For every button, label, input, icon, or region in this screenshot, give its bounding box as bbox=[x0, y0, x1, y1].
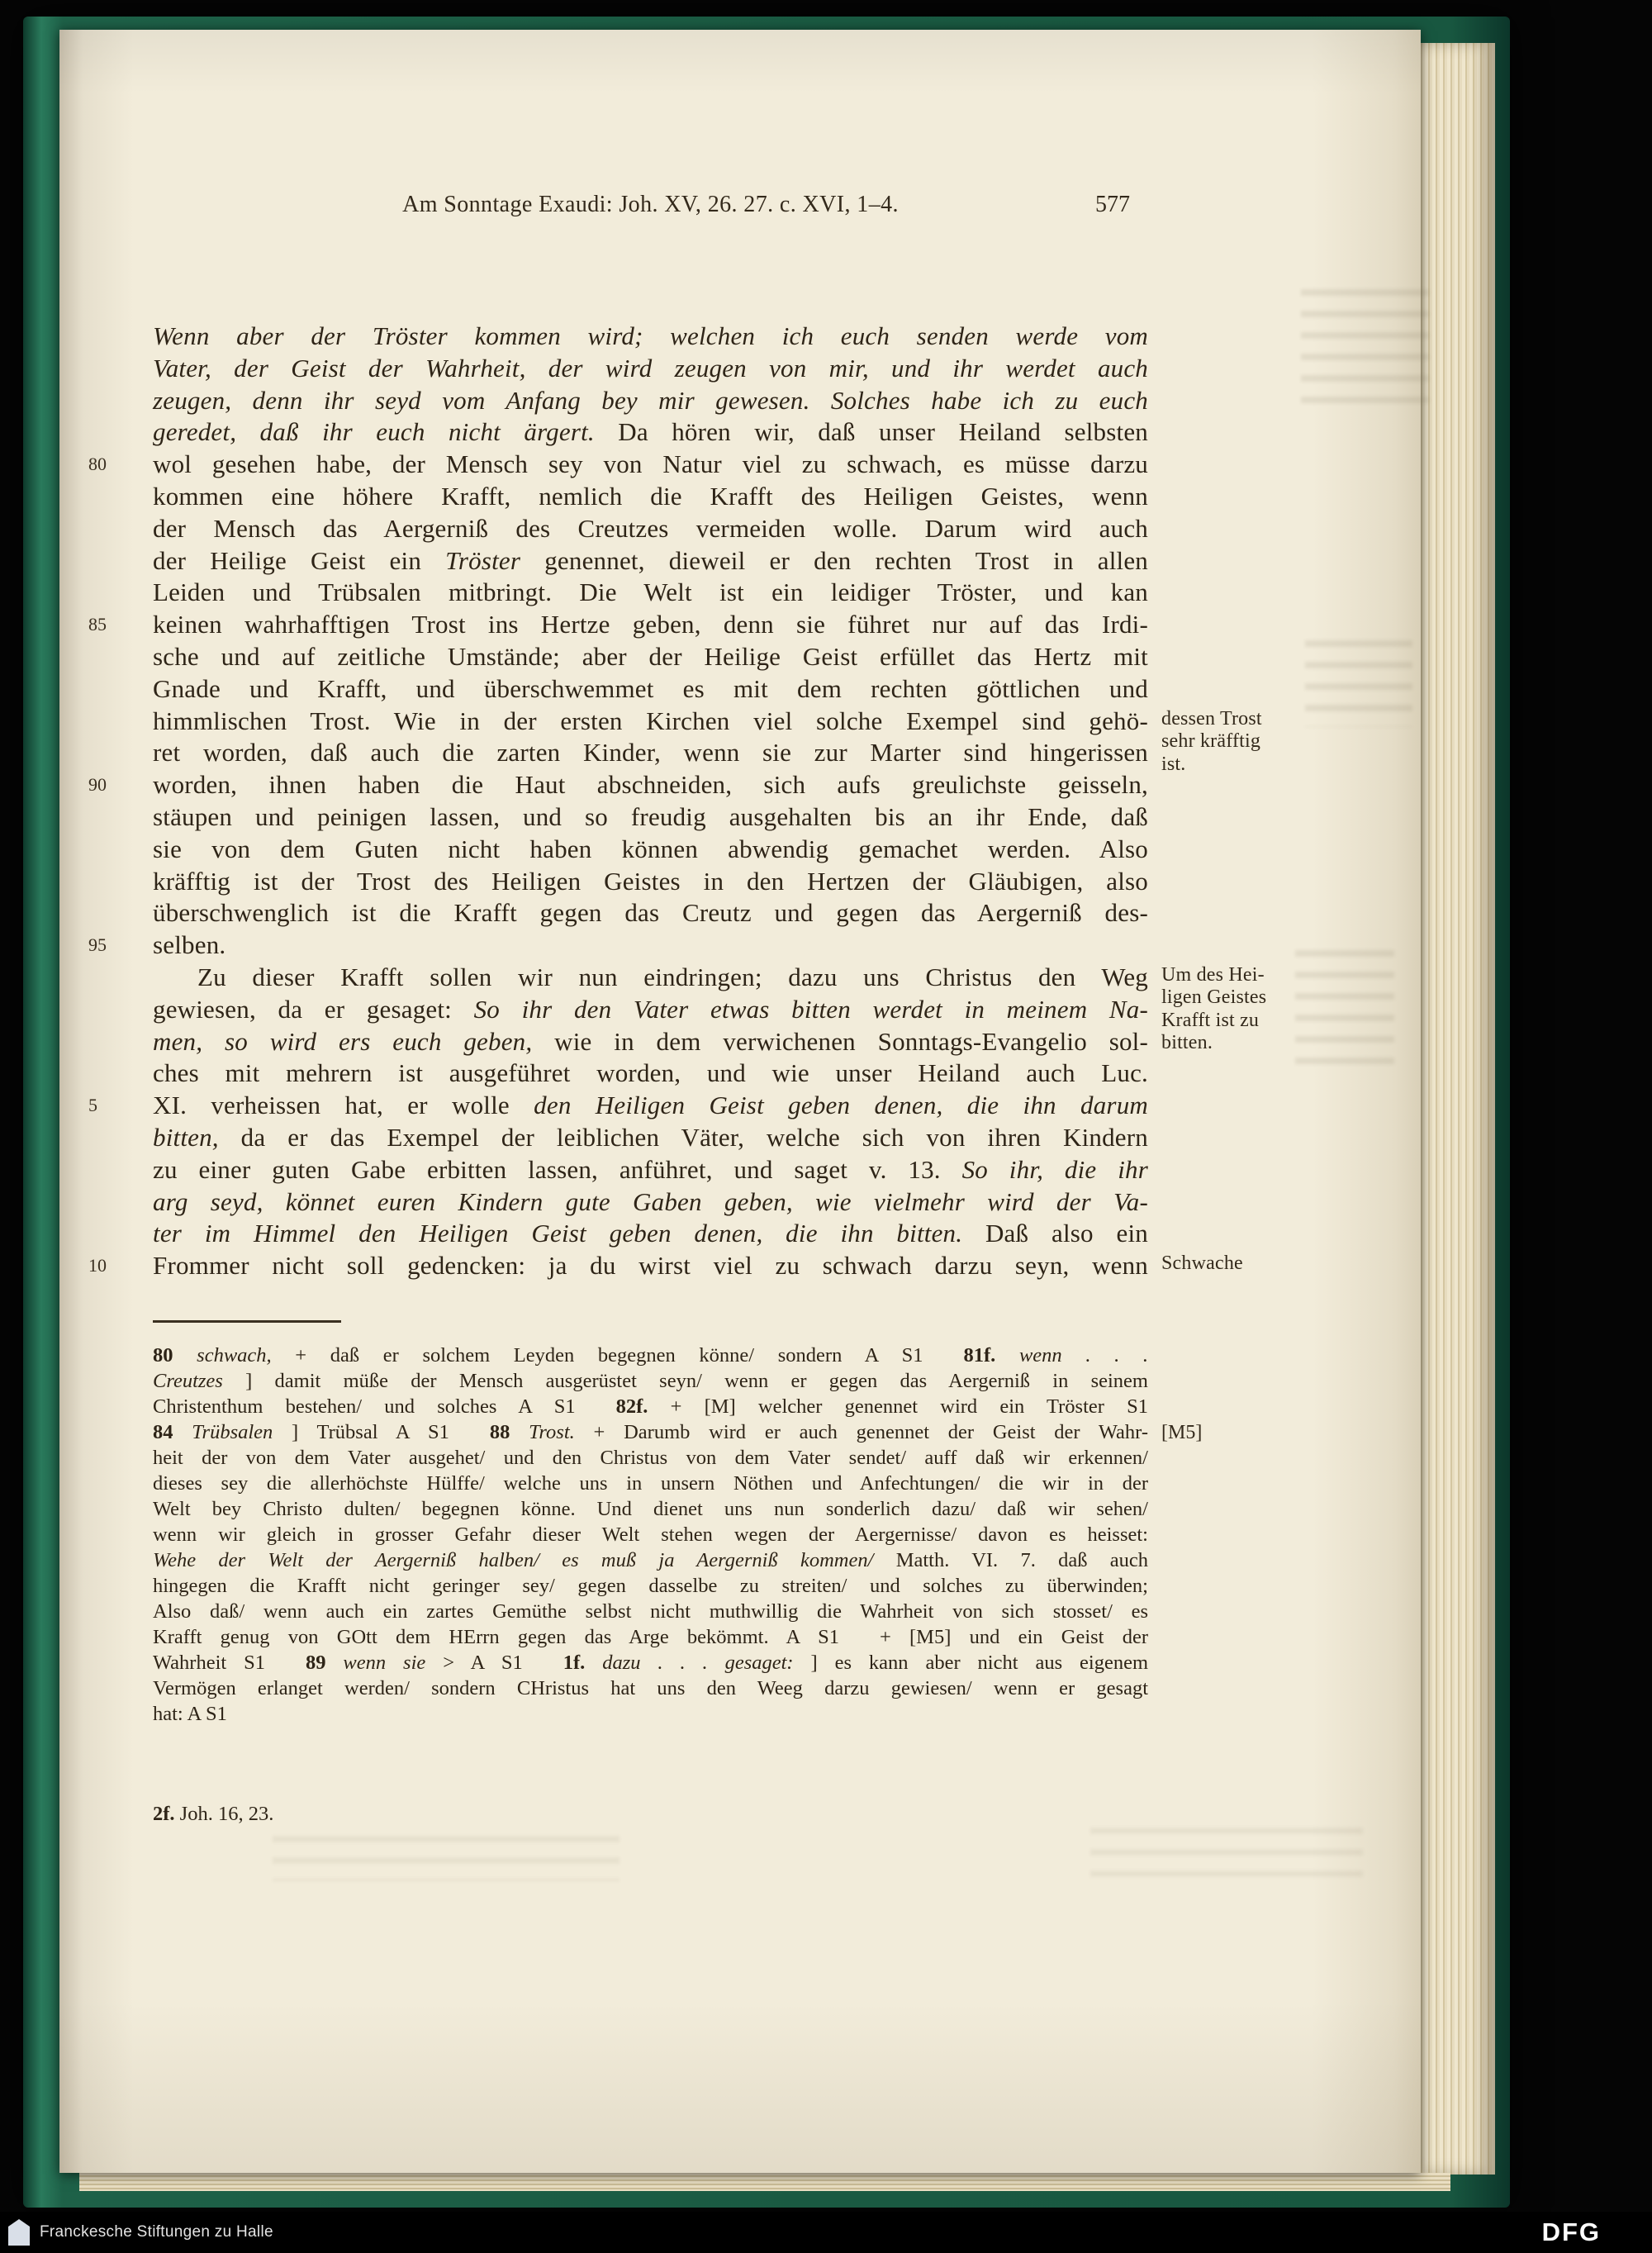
footer-institution-label: Franckesche Stiftungen zu Halle bbox=[40, 2223, 273, 2241]
line-number: 95 bbox=[88, 934, 107, 956]
body-text-line: 5 XI. verheissen hat, er wolle den Heiligen Geist geben denen, die ihn darum bbox=[153, 1090, 1148, 1122]
body-text-line: geredet, daß ihr euch nicht ärgert. Da hören wir, daß unser Heiland selbsten bbox=[153, 417, 1148, 447]
body-text-line: Wenn aber der Tröster kommen wird; welchen ich euch senden werde vom bbox=[153, 321, 1148, 350]
body-text-line: 85 keinen wahrhafftigen Trost ins Hertze geben, denn sie führet nur auf das Irdi- bbox=[153, 609, 1148, 641]
reference-line: 2f. Joh. 16, 23. bbox=[153, 1803, 274, 1825]
show-through-text bbox=[1301, 289, 1429, 413]
critical-apparatus-block bbox=[153, 1343, 1203, 1727]
footnote-line: dieses sey die allerhöchste Hülffe/ welche uns in unsern Nöthen und Anfechtungen/ die wir in der bbox=[153, 1472, 1148, 1495]
footnote-line: 80 schwach, + daß er solchem Leyden begegnen könne/ sondern A S1 81f. wenn . . . bbox=[153, 1344, 1149, 1367]
show-through-text bbox=[273, 1836, 620, 1881]
body-text-line: der Mensch das Aergerniß des Creutzes vermeiden wolle. Darum wird auch bbox=[153, 513, 1148, 543]
margin-note: dessen Trost sehr kräfftig ist. bbox=[1161, 707, 1262, 775]
body-text-block bbox=[88, 321, 1267, 1282]
footnote-line: [M5] 84 Trübsalen ] Trübsal A S1 88 Trost. + Darumb wird er auch genennet der Geist der Wahr- bbox=[153, 1419, 1148, 1445]
body-text-line: zeugen, denn ihr seyd vom Anfang bey mir gewesen. Solches habe ich zu euch bbox=[153, 385, 1148, 415]
footnote-line: Also daß/ wenn auch ein zartes Gemüthe selbst nicht muthwillig die Wahrheit von sich stosset/ es bbox=[153, 1600, 1148, 1623]
body-text-line: ret worden, daß auch die zarten Kinder, wenn sie zur Marter sind hingerissen bbox=[153, 738, 1148, 768]
body-text-line: 95 selben. bbox=[153, 929, 1148, 962]
body-text-line: Um des Hei- ligen Geistes Krafft ist zu bitten. Zu dieser Krafft sollen wir nun eindringen; dazu uns Christus den Weg bbox=[153, 962, 1148, 994]
body-text-line: kommen eine höhere Krafft, nemlich die Krafft des Heiligen Geistes, wenn bbox=[153, 481, 1148, 511]
line-number: 10 bbox=[88, 1255, 107, 1276]
footer-institution bbox=[0, 2219, 273, 2246]
dfg-logo: DFG bbox=[1541, 2217, 1601, 2246]
running-header-title: Am Sonntage Exaudi: Joh. XV, 26. 27. c. XVI, 1–4. bbox=[402, 192, 899, 217]
margin-note: Um des Hei- ligen Geistes Krafft ist zu bitten. bbox=[1161, 963, 1267, 1054]
footnote-line: Krafft genug von GOtt dem HErrn gegen das Arge bekömmt. A S1 + [M5] und ein Geist der bbox=[153, 1626, 1148, 1648]
footnote-line: Wehe der Welt der Aergerniß halben/ es muß ja Aergerniß kommen/ Matth. VI. 7. daß auch bbox=[153, 1549, 1148, 1571]
show-through-text bbox=[1305, 640, 1412, 727]
footnote-line: Creutzes ] damit müße der Mensch ausgerüstet seyn/ wenn er gegen das Aergerniß in seinem bbox=[153, 1370, 1148, 1392]
footnote-line: wenn wir gleich in grosser Gefahr dieser Welt stehen wegen der Aergernisse/ davon es heisset: bbox=[153, 1523, 1148, 1546]
footnote-line: Vermögen erlanget werden/ sondern CHristus hat uns den Weeg darzu gewiesen/ wenn er gesagt bbox=[153, 1677, 1148, 1699]
body-text-line: 10 Schwache Frommer nicht soll gedencken: ja du wirst viel zu schwach darzu seyn, wenn bbox=[153, 1250, 1148, 1282]
margin-note: [M5] bbox=[1161, 1422, 1203, 1443]
body-text-line: 80 wol gesehen habe, der Mensch sey von Natur viel zu schwach, es müsse darzu bbox=[153, 449, 1148, 481]
body-text-line: Gnade und Krafft, und überschwemmet es mit dem rechten göttlichen und bbox=[153, 673, 1148, 703]
body-text-line: Leiden und Trübsalen mitbringt. Die Welt ist ein leidiger Tröster, und kan bbox=[153, 578, 1148, 607]
body-text-line: ter im Himmel den Heiligen Geist geben denen, die ihn bitten. Daß also ein bbox=[153, 1219, 1148, 1248]
body-text-line: dessen Trost sehr kräfftig ist. himmlischen Trost. Wie in der ersten Kirchen viel solche Exempel sind gehö- bbox=[153, 706, 1148, 738]
footnote-line: Christenthum bestehen/ und solches A S1 82f. + [M] welcher genennet wird ein Tröster S1 bbox=[153, 1395, 1148, 1418]
body-text-line: stäupen und peinigen lassen, und so freudig ausgehalten bis an ihr Ende, daß bbox=[153, 801, 1148, 831]
footnote-line: Welt bey Christo dulten/ begegnen könne. Und dienet uns nun sonderlich dazu/ daß wir sehen/ bbox=[153, 1498, 1148, 1520]
show-through-text bbox=[1295, 950, 1394, 1066]
body-text-line: arg seyd, könnet euren Kindern gute Gaben geben, wie vielmehr wird der Va- bbox=[153, 1186, 1148, 1216]
page-edge-stack-right bbox=[1417, 43, 1495, 2175]
show-through-text bbox=[1090, 1828, 1363, 1882]
line-number: 90 bbox=[88, 774, 107, 796]
body-text-line: ches mit mehrern ist ausgeführet worden, und wie unser Heiland auch Luc. bbox=[153, 1058, 1148, 1088]
page-number: 577 bbox=[1095, 192, 1130, 217]
body-text-line: bitten, da er das Exempel der leiblichen Väter, welche sich von ihren Kindern bbox=[153, 1122, 1148, 1152]
body-text-line: kräfftig ist der Trost des Heiligen Geistes in den Hertzen der Gläubigen, also bbox=[153, 866, 1148, 896]
footnote-line: heit der von dem Vater ausgehet/ und den Christus von dem Vater sendet/ auff daß wir erkennen/ bbox=[153, 1447, 1148, 1469]
body-text-line: Vater, der Geist der Wahrheit, der wird zeugen von mir, und ihr werdet auch bbox=[153, 353, 1148, 383]
body-text-line: der Heilige Geist ein Tröster genennet, dieweil er den rechten Trost in allen bbox=[153, 545, 1148, 575]
viewer-footer-bar bbox=[0, 2212, 1652, 2253]
body-text-line: 90 worden, ihnen haben die Haut abschneiden, sich aufs greulichste geisseln, bbox=[153, 769, 1148, 801]
body-text-line: überschwenglich ist die Krafft gegen das Creutz und gegen das Aergerniß des- bbox=[153, 898, 1148, 928]
body-text-line: men, so wird ers euch geben, wie in dem verwichenen Sonntags-Evangelio sol- bbox=[153, 1026, 1148, 1056]
body-text-line: gewiesen, da er gesaget: So ihr den Vater etwas bitten werdet in meinem Na- bbox=[153, 994, 1148, 1024]
line-number: 80 bbox=[88, 454, 107, 475]
body-text-line: sie von dem Guten nicht haben können abwendig gemachet werden. Also bbox=[153, 834, 1148, 863]
body-text-line: zu einer guten Gabe erbitten lassen, anführet, und saget v. 13. So ihr, die ihr bbox=[153, 1154, 1148, 1184]
margin-note: Schwache bbox=[1161, 1252, 1243, 1275]
footnote-separator-rule bbox=[153, 1320, 341, 1323]
footnote-line: hat: A S1 bbox=[153, 1703, 227, 1725]
franckesche-stiftungen-logo-icon bbox=[8, 2219, 30, 2246]
body-text-line: sche und auf zeitliche Umstände; aber der Heilige Geist erfüllet das Hertz mit bbox=[153, 641, 1148, 671]
running-header bbox=[153, 192, 1148, 225]
line-number: 85 bbox=[88, 614, 107, 635]
scripture-reference-note bbox=[153, 1801, 1148, 1827]
line-number: 5 bbox=[88, 1095, 97, 1116]
page-edge-stack-bottom bbox=[79, 2173, 1450, 2191]
footnote-line: Wahrheit S1 89 wenn sie > A S1 1f. dazu . . . gesaget: ] es kann aber nicht aus eigenem bbox=[153, 1652, 1149, 1674]
footnote-line: hingegen die Krafft nicht geringer sey/ gegen dasselbe zu streiten/ und solches zu überwinden; bbox=[153, 1575, 1148, 1597]
